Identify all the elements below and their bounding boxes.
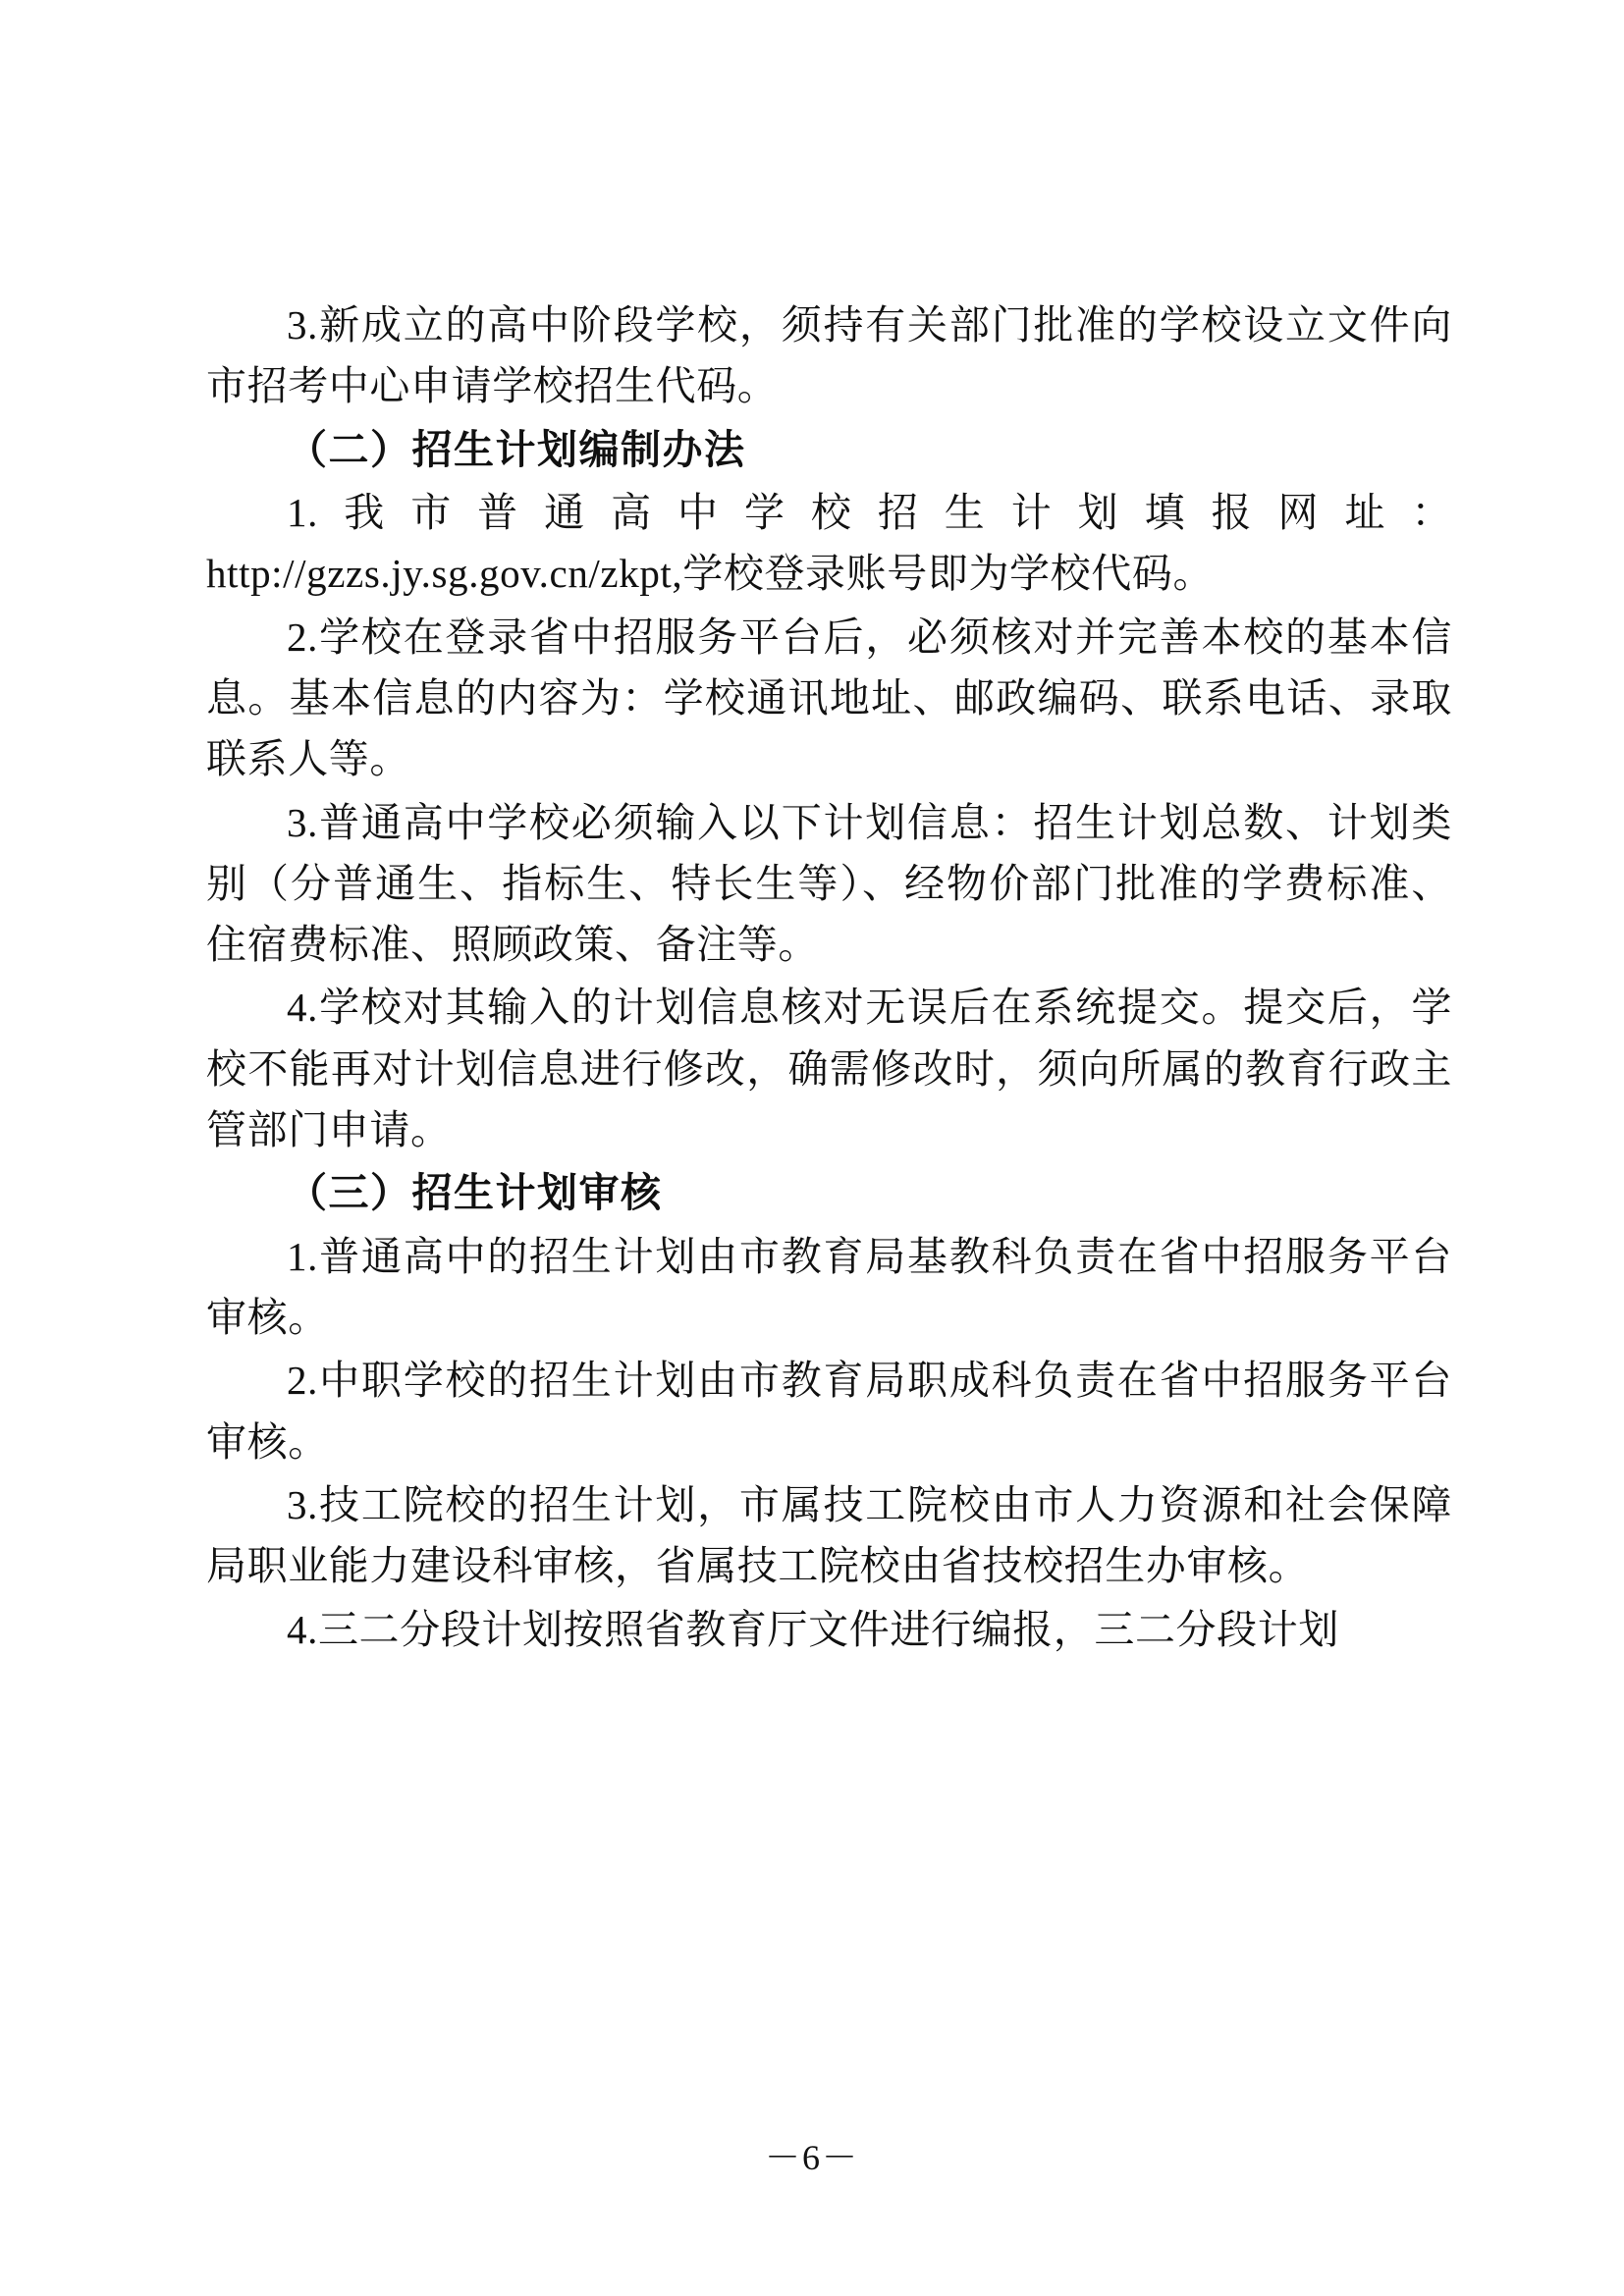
section-heading-plan-compilation: （二）招生计划编制办法 [287,425,746,473]
paragraph-review-item-4: 4.三二分段计划按照省教育厅文件进行编报，三二分段计划 [287,1606,1339,1652]
page-number: －6－ [764,2138,859,2177]
paragraph-item-3-new-schools: 3.新成立的高中阶段学校，须持有关部门批准的学校设立文件向市招考中心申请学校招生代码。 [206,302,1452,409]
paragraph-item-4-submit: 4.学校对其输入的计划信息核对无误后在系统提交。提交后，学校不能再对计划信息进行修改，确需修改时，须向所属的教育行政主管部门申请。 [206,985,1452,1153]
document-body [206,294,1452,1660]
paragraph-review-item-1: 1.普通高中的招生计划由市教育局基教科负责在省中招服务平台审核。 [206,1233,1452,1340]
paragraph-review-item-2: 2.中职学校的招生计划由市教育局职成科负责在省中招服务平台审核。 [206,1358,1452,1465]
paragraph-item-1-website: 1.我市普通高中学校招生计划填报网址：http://gzzs.jy.sg.gov.cn/zkpt,学校登录账号即为学校代码。 [206,489,1452,597]
section-heading-plan-review: （三）招生计划审核 [287,1169,663,1217]
paragraph-review-item-3: 3.技工院校的招生计划，市属技工院校由市人力资源和社会保障局职业能力建设科审核，省属技工院校由省技校招生办审核。 [206,1481,1452,1589]
paragraph-item-2-basic-info: 2.学校在登录省中招服务平台后，必须核对并完善本校的基本信息。基本信息的内容为：学校通讯地址、邮政编码、联系电话、录取联系人等。 [206,614,1452,782]
paragraph-item-3-plan-info: 3.普通高中学校必须输入以下计划信息：招生计划总数、计划类别（分普通生、指标生、特长生等）、经物价部门批准的学费标准、住宿费标准、照顾政策、备注等。 [206,799,1452,968]
